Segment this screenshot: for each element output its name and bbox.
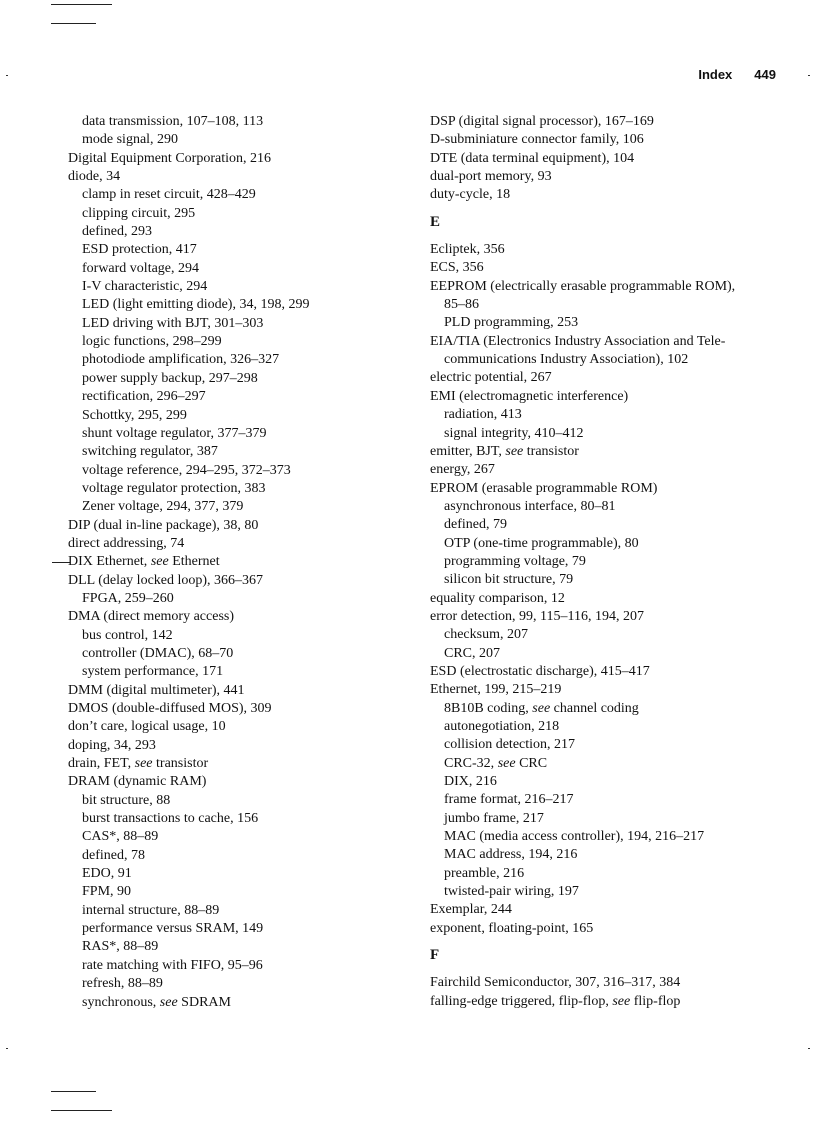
- index-subentry: Zener voltage, 294, 377, 379: [82, 499, 244, 515]
- index-subentry: LED driving with BJT, 301–303: [82, 315, 264, 331]
- index-subentry: RAS*, 88–89: [82, 939, 159, 955]
- see-reference: see: [497, 755, 516, 771]
- index-subentry: DIX, 216: [444, 774, 497, 790]
- index-entry: DTE (data terminal equipment), 104: [430, 150, 635, 166]
- see-reference: see: [159, 994, 178, 1010]
- index-subentry: mode signal, 290: [82, 132, 179, 148]
- index-subentry: radiation, 413: [444, 407, 522, 423]
- index-entry: duty-cycle, 18: [430, 187, 511, 203]
- index-subentry: CRC, 207: [444, 645, 501, 661]
- see-reference: see: [505, 443, 524, 459]
- index-entry: EEPROM (electrically erasable programmable ROM),: [430, 278, 736, 294]
- index-subentry: MAC (media access controller), 194, 216–217: [444, 829, 705, 845]
- index-subentry: defined, 293: [82, 224, 152, 240]
- index-entry: error detection, 99, 115–116, 194, 207: [430, 608, 644, 624]
- see-target: channel coding: [550, 700, 639, 716]
- index-subentry: burst transactions to cache, 156: [82, 811, 259, 827]
- see-reference: see: [150, 554, 169, 570]
- header-section-title: Index: [698, 67, 733, 82]
- index-entry: EIA/TIA (Electronics Industry Association and Tele-: [430, 333, 726, 349]
- index-entry: DRAM (dynamic RAM): [68, 774, 207, 790]
- index-subentry: internal structure, 88–89: [82, 902, 220, 918]
- index-entry: electric potential, 267: [430, 370, 552, 386]
- edge-tick: [6, 75, 8, 76]
- index-column-left: [68, 113, 404, 1012]
- index-subentry: voltage reference, 294–295, 372–373: [82, 462, 291, 478]
- index-entry: DMM (digital multimeter), 441: [68, 682, 245, 698]
- see-target: transistor: [152, 756, 209, 772]
- index-entry: DIP (dual in-line package), 38, 80: [68, 517, 259, 533]
- index-subentry: [68, 994, 404, 1012]
- index-subentry: voltage regulator protection, 383: [82, 480, 266, 496]
- index-entry: EPROM (erasable programmable ROM): [430, 480, 658, 496]
- entry-text: DIX Ethernet,: [68, 554, 151, 570]
- index-entry: [430, 993, 780, 1011]
- index-subentry: OTP (one-time programmable), 80: [444, 535, 639, 551]
- index-entry: D-subminiature connector family, 106: [430, 132, 644, 148]
- index-subentry: asynchronous interface, 80–81: [444, 498, 616, 514]
- index-entry: doping, 34, 293: [68, 737, 156, 753]
- index-entry: Digital Equipment Corporation, 216: [68, 150, 271, 166]
- index-entry: DMA (direct memory access): [68, 609, 234, 625]
- index-subentry: FPM, 90: [82, 884, 132, 900]
- index-subentry: PLD programming, 253: [444, 315, 579, 331]
- index-entry: direct addressing, 74: [68, 535, 185, 551]
- index-subentry: preamble, 216: [444, 865, 525, 881]
- index-subentry: rate matching with FIFO, 95–96: [82, 957, 263, 973]
- index-subentry: I-V characteristic, 294: [82, 279, 208, 295]
- section-letter-heading: F: [430, 947, 440, 964]
- see-target: SDRAM: [177, 994, 231, 1010]
- index-entry: ECS, 356: [430, 260, 484, 276]
- crop-mark-bottom-short: [51, 1091, 96, 1092]
- index-subentry: controller (DMAC), 68–70: [82, 645, 234, 661]
- index-entry: diode, 34: [68, 169, 121, 185]
- index-column-right: [430, 113, 780, 1011]
- page-number: 449: [754, 67, 776, 82]
- entry-text: 8B10B coding,: [444, 700, 533, 716]
- index-subentry: EDO, 91: [82, 866, 132, 882]
- index-subentry: clipping circuit, 295: [82, 205, 196, 221]
- index-subentry: system performance, 171: [82, 664, 224, 680]
- index-entry: exponent, floating-point, 165: [430, 920, 594, 936]
- index-entry: EMI (electromagnetic interference): [430, 388, 629, 404]
- index-subentry: MAC address, 194, 216: [444, 847, 578, 863]
- index-entry: Ethernet, 199, 215–219: [430, 682, 562, 698]
- index-entry: [68, 755, 404, 773]
- index-subentry: logic functions, 298–299: [82, 334, 222, 350]
- entry-text: emitter, BJT,: [430, 443, 506, 459]
- index-entry: Ecliptek, 356: [430, 242, 505, 258]
- index-subentry: [430, 755, 780, 773]
- edge-tick: [808, 75, 810, 76]
- index-subentry: Schottky, 295, 299: [82, 407, 187, 423]
- index-subentry: bus control, 142: [82, 627, 173, 643]
- index-subentry: [430, 700, 780, 718]
- index-entry: ESD (electrostatic discharge), 415–417: [430, 663, 650, 679]
- running-header: [698, 67, 776, 82]
- index-subentry: defined, 79: [444, 517, 507, 533]
- see-target: flip-flop: [630, 993, 681, 1009]
- index-entry: dual-port memory, 93: [430, 169, 552, 185]
- entry-text: drain, FET,: [68, 756, 135, 772]
- entry-text: falling-edge triggered, flip-flop,: [430, 993, 613, 1009]
- index-subentry: refresh, 88–89: [82, 976, 163, 992]
- index-entry: Exemplar, 244: [430, 902, 512, 918]
- see-target: CRC: [515, 755, 548, 771]
- index-subentry: switching regulator, 387: [82, 444, 218, 460]
- index-subentry: LED (light emitting diode), 34, 198, 299: [82, 297, 310, 313]
- index-subentry: forward voltage, 294: [82, 260, 200, 276]
- see-target: transistor: [523, 443, 579, 459]
- index-subentry: ESD protection, 417: [82, 242, 197, 258]
- index-subentry: photodiode amplification, 326–327: [82, 352, 280, 368]
- crop-mark-top-long: [51, 4, 112, 5]
- index-subentry: checksum, 207: [444, 627, 528, 643]
- index-subentry: silicon bit structure, 79: [444, 572, 574, 588]
- index-subentry: defined, 78: [82, 847, 145, 863]
- index-subentry: rectification, 296–297: [82, 389, 206, 405]
- entry-text: CRC-32,: [444, 755, 498, 771]
- edge-tick: [6, 1048, 8, 1049]
- index-entry: DSP (digital signal processor), 167–169: [430, 114, 654, 129]
- index-subentry: collision detection, 217: [444, 737, 576, 753]
- index-entry: Fairchild Semiconductor, 307, 316–317, 384: [430, 975, 681, 991]
- index-subentry: bit structure, 88: [82, 792, 171, 808]
- index-subentry: performance versus SRAM, 149: [82, 921, 264, 937]
- see-reference: see: [134, 756, 153, 772]
- see-reference: see: [612, 993, 631, 1009]
- index-subentry: programming voltage, 79: [444, 553, 586, 569]
- index-subentry: twisted-pair wiring, 197: [444, 884, 579, 900]
- index-entry: don’t care, logical usage, 10: [68, 719, 226, 735]
- index-subentry: jumbo frame, 217: [444, 810, 544, 826]
- index-subentry: signal integrity, 410–412: [444, 425, 584, 441]
- index-subentry: 85–86: [444, 297, 479, 313]
- see-target: Ethernet: [168, 554, 220, 570]
- index-entry: equality comparison, 12: [430, 590, 565, 606]
- index-subentry: frame format, 216–217: [444, 792, 574, 808]
- index-subentry: autonegotiation, 218: [444, 719, 560, 734]
- index-subentry: power supply backup, 297–298: [82, 370, 258, 386]
- edge-tick: [808, 1048, 810, 1049]
- index-entry: DLL (delay locked loop), 366–367: [68, 572, 264, 588]
- crop-mark-top-short: [51, 23, 96, 24]
- index-subentry: data transmission, 107–108, 113: [82, 114, 264, 129]
- index-subentry: FPGA, 259–260: [82, 590, 174, 606]
- section-letter-heading: E: [430, 213, 441, 230]
- index-subentry: clamp in reset circuit, 428–429: [82, 187, 256, 203]
- index-entry: energy, 267: [430, 462, 495, 478]
- index-subentry: shunt voltage regulator, 377–379: [82, 425, 267, 441]
- entry-text: synchronous,: [82, 994, 160, 1010]
- index-entry: [430, 443, 780, 461]
- index-entry: [68, 553, 404, 571]
- crop-mark-bottom-long: [51, 1110, 112, 1111]
- index-entry: DMOS (double-diffused MOS), 309: [68, 701, 272, 716]
- index-subentry: communications Industry Association), 102: [444, 352, 689, 368]
- see-reference: see: [532, 700, 551, 716]
- index-subentry: CAS*, 88–89: [82, 829, 159, 845]
